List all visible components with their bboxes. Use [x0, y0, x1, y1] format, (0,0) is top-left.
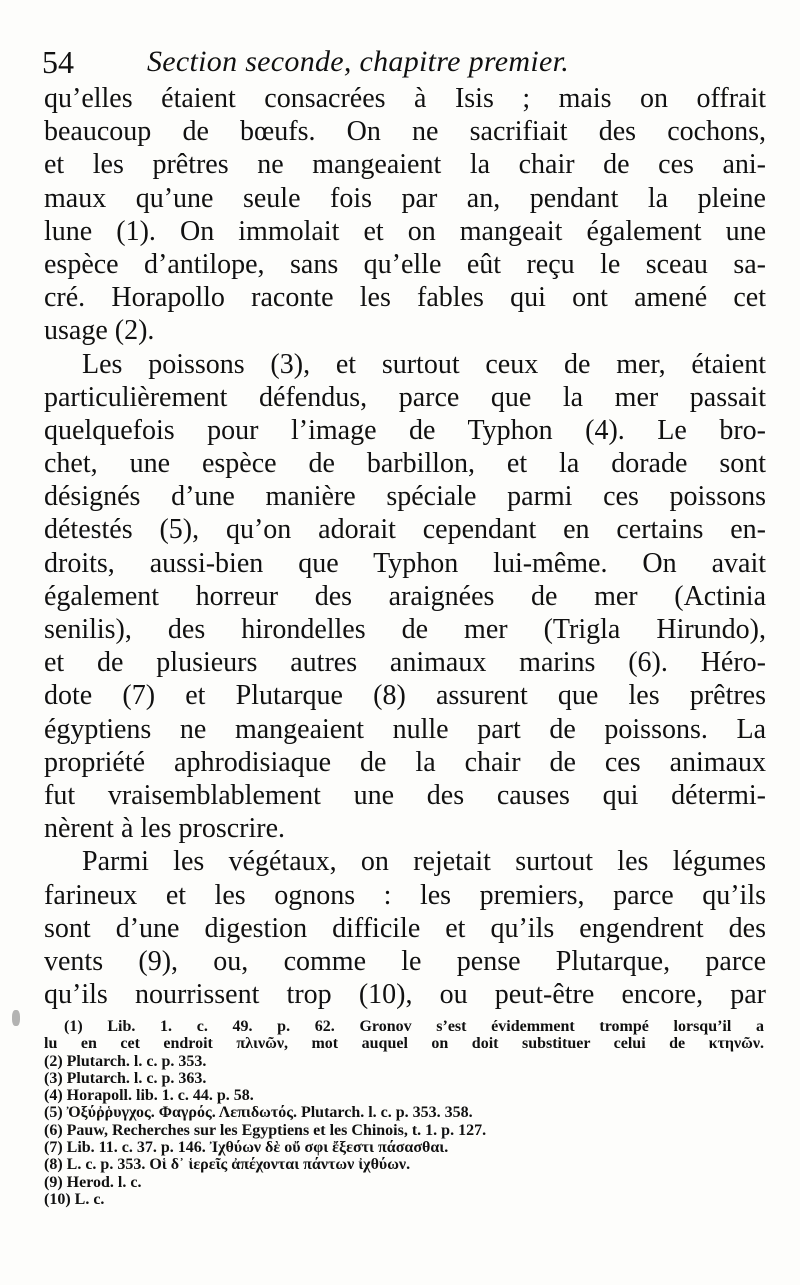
- text-line: usage (2).: [44, 315, 155, 347]
- text-line: Parmi les végétaux, on rejetait surtout les légumes: [82, 846, 766, 878]
- text-line: dote (7) et Plutarque (8) assurent que les prêtres: [44, 680, 766, 712]
- text-line: chet, une espèce de barbillon, et la dorade sont: [44, 448, 766, 480]
- text-line: cré. Horapollo raconte les fables qui ont amené cet: [44, 282, 766, 314]
- text-line: détestés (5), qu’on adorait cependant en certains en-: [44, 514, 766, 546]
- text-line: lune (1). On immolait et on mangeait également une: [44, 215, 766, 247]
- text-line: vents (9), ou, comme le pense Plutarque, parce: [44, 945, 766, 977]
- text-line: qu’ils nourrissent trop (10), ou peut-être encore, par: [44, 979, 766, 1011]
- text-line: propriété aphrodisiaque de la chair de ces animaux: [44, 746, 766, 778]
- footnote: (4) Horapoll. lib. 1. c. 44. p. 58.: [44, 1087, 254, 1105]
- footnote: (7) Lib. 11. c. 37. p. 146. Ἰχθύων δὲ οὔ σφι ἔξεστι πάσασθαι.: [44, 1139, 449, 1157]
- text-line: Les poissons (3), et surtout ceux de mer, étaient: [82, 348, 766, 380]
- footnote: (3) Plutarch. l. c. p. 363.: [44, 1069, 207, 1087]
- text-line: droits, aussi-bien que Typhon lui-même. On avait: [44, 547, 766, 579]
- text-line: senilis), des hirondelles de mer (Trigla Hirundo),: [44, 614, 766, 645]
- text-line: sont d’une digestion difficile et qu’ils engendrent des: [44, 912, 766, 944]
- text-line: beaucoup de bœufs. On ne sacrifiait des cochons,: [44, 116, 766, 148]
- text-line: maux qu’une seule fois par an, pendant la pleine: [44, 182, 766, 214]
- text-line: farineux et les ognons : les premiers, parce qu’ils: [44, 879, 766, 911]
- footnote: (8) L. c. p. 353. Οἱ δ᾽ ἱερεῖς ἀπέχονται πάντων ἰχθύων.: [44, 1156, 411, 1174]
- text-line: espèce d’antilope, sans qu’elle eût reçu le sceau sa-: [44, 248, 766, 280]
- text-line: qu’elles étaient consacrées à Isis ; mais on offrait: [44, 83, 766, 114]
- footnote: (10) L. c.: [44, 1190, 105, 1208]
- text-line: fut vraisemblablement une des causes qui détermi-: [44, 779, 766, 811]
- footnote: (5) Ὀξύῤῥυγχος. Φαγρός. Λεπιδωτός. Plutarch. l. c. p. 353. 358.: [44, 1104, 473, 1122]
- text-line: également horreur des araignées de mer (Actinia: [44, 580, 766, 612]
- text-line: particulièrement défendus, parce que la mer passait: [44, 381, 766, 413]
- text-line: quelquefois pour l’image de Typhon (4). Le bro-: [44, 414, 766, 446]
- footnote: (1) Lib. 1. c. 49. p. 62. Gronov s’est évidemment trompé lorsqu’il a: [64, 1018, 764, 1035]
- page-header: [42, 42, 762, 82]
- text-line: désignés d’une manière spéciale parmi ces poissons: [44, 481, 766, 513]
- footnote: (9) Herod. l. c.: [44, 1173, 142, 1191]
- ink-smudge: [12, 1010, 20, 1026]
- footnote: (2) Plutarch. l. c. p. 353.: [44, 1052, 207, 1070]
- text-line: et les prêtres ne mangeaient la chair de ces ani-: [44, 149, 766, 181]
- footnote: lu en cet endroit πλινῶν, mot auquel on doit substituer celui de κτηνῶν.: [44, 1035, 764, 1053]
- running-title: Section seconde, chapitre premier.: [147, 45, 570, 78]
- text-line: et de plusieurs autres animaux marins (6). Héro-: [44, 647, 766, 679]
- text-line: nèrent à les proscrire.: [44, 813, 285, 845]
- page-number: 54: [42, 44, 74, 80]
- footnote: (6) Pauw, Recherches sur les Egyptiens et les Chinois, t. 1. p. 127.: [44, 1121, 487, 1139]
- footnotes: [44, 1018, 764, 1208]
- text-line: égyptiens ne mangeaient nulle part de poissons. La: [44, 713, 766, 745]
- body-text: [44, 82, 766, 1011]
